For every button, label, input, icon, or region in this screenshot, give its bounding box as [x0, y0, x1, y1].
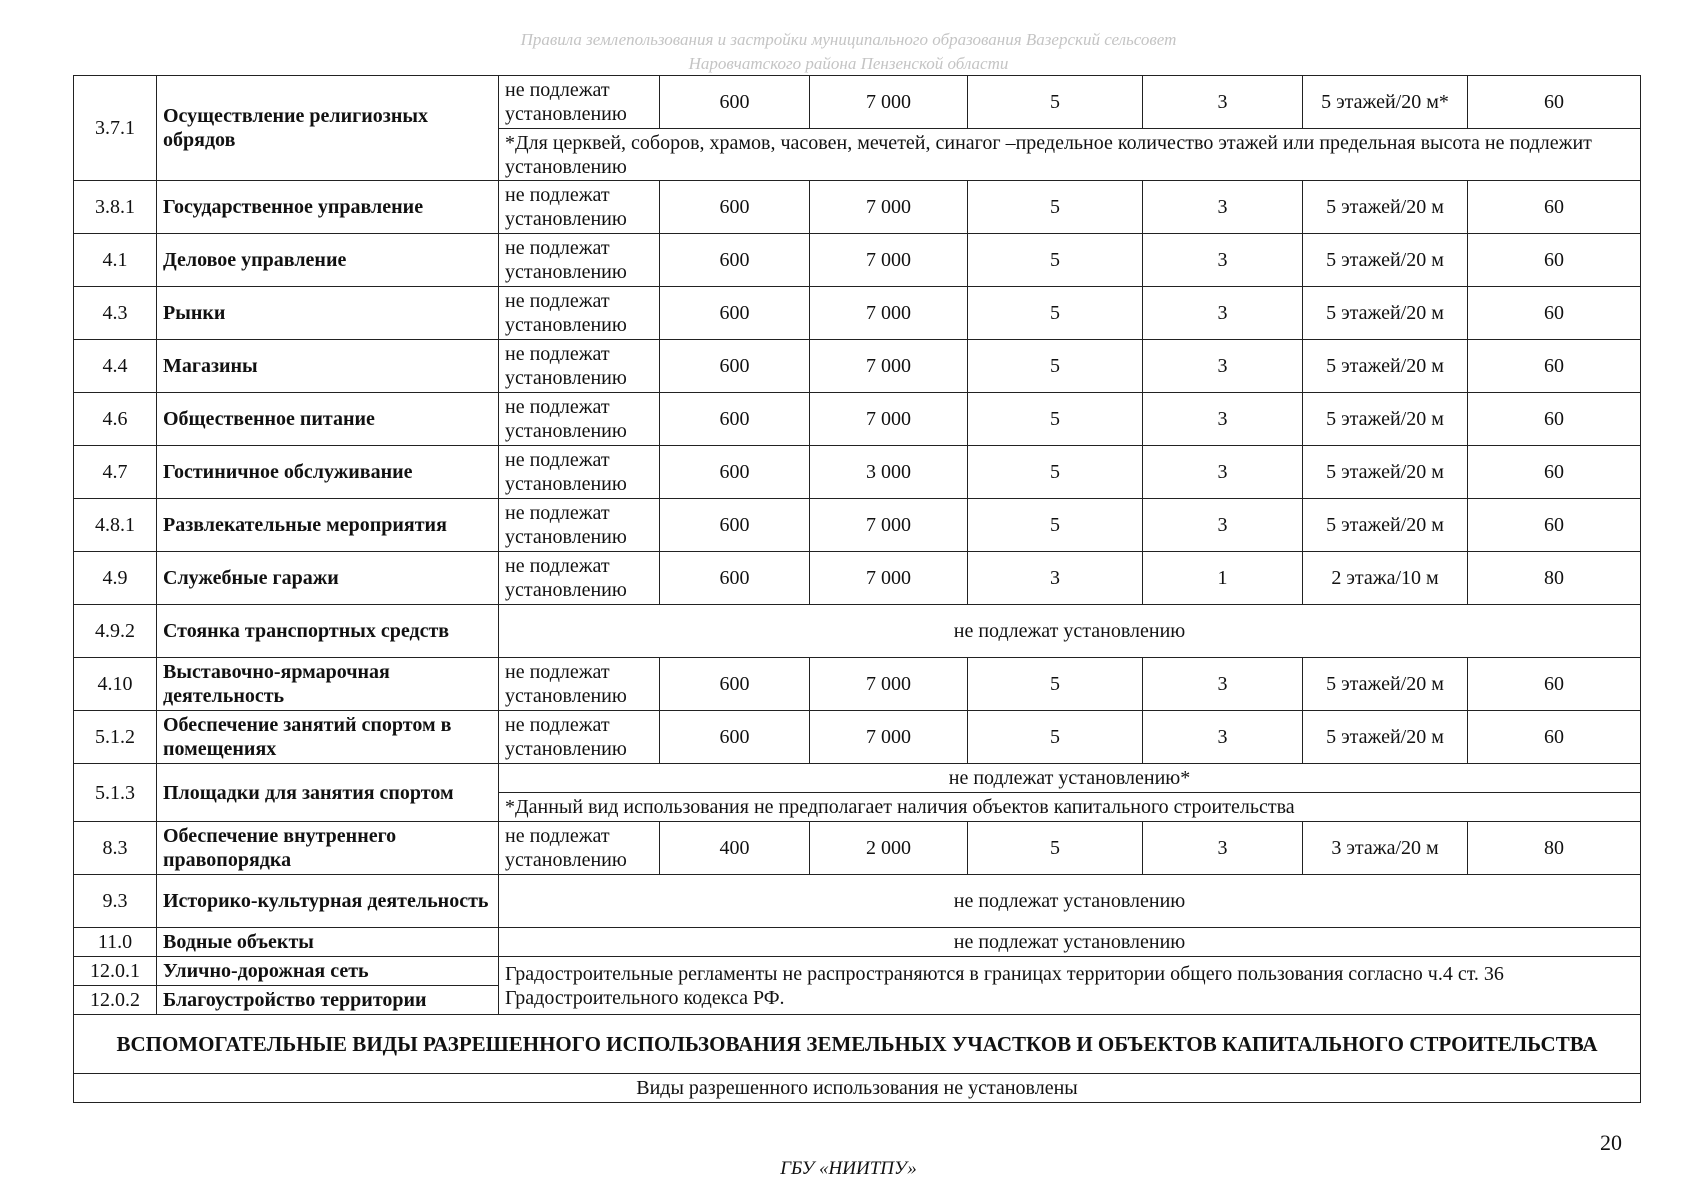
- merged-cell: не подлежат установлению*: [499, 764, 1641, 793]
- cell-value: 5: [968, 76, 1143, 129]
- cell-value: 7 000: [810, 499, 968, 552]
- cell-height: 2 этажа/10 м: [1303, 552, 1468, 605]
- cell-height: 5 этажей/20 м: [1303, 499, 1468, 552]
- row-code: 12.0.1: [74, 957, 157, 986]
- row-code: 4.9.2: [74, 605, 157, 658]
- row-name: Улично-дорожная сеть: [157, 957, 499, 986]
- merged-cell: не подлежат установлению: [499, 928, 1641, 957]
- row-name: Гостиничное обслуживание: [157, 446, 499, 499]
- cell-min-area: не подлежат установлению: [499, 658, 660, 711]
- row-name: Рынки: [157, 287, 499, 340]
- cell-value: 5: [968, 234, 1143, 287]
- row-name: Стоянка транспортных средств: [157, 605, 499, 658]
- row-code: 9.3: [74, 875, 157, 928]
- table-row: [74, 875, 1641, 928]
- cell-coverage: 80: [1468, 552, 1641, 605]
- table-row: [74, 181, 1641, 234]
- cell-value: 400: [660, 822, 810, 875]
- cell-value: 600: [660, 499, 810, 552]
- cell-value: 5: [968, 287, 1143, 340]
- cell-coverage: 60: [1468, 181, 1641, 234]
- cell-value: 600: [660, 552, 810, 605]
- row-name: Выставочно-ярмарочная деятельность: [157, 658, 499, 711]
- row-name: Благоустройство территории: [157, 986, 499, 1015]
- cell-coverage: 60: [1468, 340, 1641, 393]
- row-name: Обеспечение внутреннего правопорядка: [157, 822, 499, 875]
- cell-value: 2 000: [810, 822, 968, 875]
- cell-min-area: не подлежат установлению: [499, 234, 660, 287]
- table-row: [74, 957, 1641, 986]
- cell-value: 7 000: [810, 181, 968, 234]
- table-row: [74, 711, 1641, 764]
- cell-coverage: 60: [1468, 446, 1641, 499]
- table-row: [74, 393, 1641, 446]
- row-code: 4.10: [74, 658, 157, 711]
- cell-min-area: не подлежат установлению: [499, 340, 660, 393]
- cell-value: 3: [1143, 340, 1303, 393]
- cell-min-area: не подлежат установлению: [499, 393, 660, 446]
- cell-value: 1: [1143, 552, 1303, 605]
- row-code: 4.4: [74, 340, 157, 393]
- row-code: 12.0.2: [74, 986, 157, 1015]
- cell-value: 3: [1143, 393, 1303, 446]
- row-code: 8.3: [74, 822, 157, 875]
- cell-min-area: не подлежат установлению: [499, 76, 660, 129]
- table-row: [74, 658, 1641, 711]
- cell-value: 7 000: [810, 76, 968, 129]
- cell-value: 7 000: [810, 552, 968, 605]
- cell-value: 5: [968, 393, 1143, 446]
- cell-height: 5 этажей/20 м*: [1303, 76, 1468, 129]
- row-code: 4.9: [74, 552, 157, 605]
- table-row: [74, 822, 1641, 875]
- table-row: [74, 764, 1641, 793]
- header-line-1: Правила землепользования и застройки муниципального образования Вазерский сельсовет: [520, 30, 1177, 49]
- row-name: Площадки для занятия спортом: [157, 764, 499, 822]
- cell-height: 5 этажей/20 м: [1303, 340, 1468, 393]
- table-row: [74, 552, 1641, 605]
- cell-value: 3: [1143, 181, 1303, 234]
- cell-coverage: 60: [1468, 658, 1641, 711]
- row-name: Общественное питание: [157, 393, 499, 446]
- cell-value: 600: [660, 76, 810, 129]
- cell-value: 7 000: [810, 658, 968, 711]
- table-row: [74, 446, 1641, 499]
- cell-value: 3: [1143, 234, 1303, 287]
- header-line-2: Наровчатского района Пензенской области: [688, 54, 1009, 73]
- cell-value: 3: [1143, 76, 1303, 129]
- footer: ГБУ «НИИТПУ»: [780, 1158, 917, 1179]
- cell-height: 5 этажей/20 м: [1303, 658, 1468, 711]
- cell-coverage: 60: [1468, 393, 1641, 446]
- table-row: [74, 340, 1641, 393]
- table-row: [74, 605, 1641, 658]
- cell-min-area: не подлежат установлению: [499, 552, 660, 605]
- cell-value: 600: [660, 393, 810, 446]
- row-code: 4.8.1: [74, 499, 157, 552]
- cell-value: 3: [1143, 711, 1303, 764]
- cell-value: 3: [1143, 822, 1303, 875]
- row-code: 5.1.2: [74, 711, 157, 764]
- row-name: Осуществление религиозных обрядов: [157, 76, 499, 181]
- cell-value: 5: [968, 658, 1143, 711]
- cell-value: 600: [660, 181, 810, 234]
- cell-coverage: 80: [1468, 822, 1641, 875]
- cell-value: 5: [968, 181, 1143, 234]
- table-row: [74, 928, 1641, 957]
- cell-value: 3: [1143, 446, 1303, 499]
- cell-coverage: 60: [1468, 499, 1641, 552]
- row-name: Служебные гаражи: [157, 552, 499, 605]
- cell-value: 5: [968, 446, 1143, 499]
- cell-value: 5: [968, 499, 1143, 552]
- cell-value: 7 000: [810, 234, 968, 287]
- merged-cell: не подлежат установлению: [499, 605, 1641, 658]
- table-row: [74, 234, 1641, 287]
- row-code: 3.8.1: [74, 181, 157, 234]
- row-name: Деловое управление: [157, 234, 499, 287]
- table-row: [74, 76, 1641, 129]
- cell-value: 600: [660, 287, 810, 340]
- cell-coverage: 60: [1468, 711, 1641, 764]
- cell-value: 5: [968, 711, 1143, 764]
- cell-value: 7 000: [810, 711, 968, 764]
- row-name: Обеспечение занятий спортом в помещениях: [157, 711, 499, 764]
- cell-value: 7 000: [810, 340, 968, 393]
- regulations-table: [73, 75, 1641, 1103]
- cell-value: 5: [968, 340, 1143, 393]
- cell-min-area: не подлежат установлению: [499, 499, 660, 552]
- cell-coverage: 60: [1468, 76, 1641, 129]
- row-note: *Для церквей, соборов, храмов, часовен, мечетей, синагог –предельное количество этажей или предельная высота не подлежит установлению: [499, 129, 1641, 181]
- cell-value: 600: [660, 446, 810, 499]
- cell-value: 600: [660, 711, 810, 764]
- row-name: Развлекательные мероприятия: [157, 499, 499, 552]
- page-number: 20: [1600, 1130, 1622, 1155]
- cell-min-area: не подлежат установлению: [499, 711, 660, 764]
- cell-height: 5 этажей/20 м: [1303, 393, 1468, 446]
- cell-value: 5: [968, 822, 1143, 875]
- row-code: 4.3: [74, 287, 157, 340]
- row-code: 11.0: [74, 928, 157, 957]
- cell-value: 7 000: [810, 393, 968, 446]
- cell-value: 600: [660, 234, 810, 287]
- cell-min-area: не подлежат установлению: [499, 446, 660, 499]
- table-row: [74, 499, 1641, 552]
- cell-value: 3: [1143, 658, 1303, 711]
- cell-coverage: 60: [1468, 234, 1641, 287]
- row-note: *Данный вид использования не предполагает наличия объектов капитального строительства: [499, 793, 1641, 822]
- row-code: 4.1: [74, 234, 157, 287]
- row-code: 4.6: [74, 393, 157, 446]
- row-name: Историко-культурная деятельность: [157, 875, 499, 928]
- cell-value: 600: [660, 658, 810, 711]
- cell-height: 3 этажа/20 м: [1303, 822, 1468, 875]
- cell-height: 5 этажей/20 м: [1303, 287, 1468, 340]
- section-title: ВСПОМОГАТЕЛЬНЫЕ ВИДЫ РАЗРЕШЕННОГО ИСПОЛЬЗОВАНИЯ ЗЕМЕЛЬНЫХ УЧАСТКОВ И ОБЪЕКТОВ КАПИТАЛЬНОГО СТРОИТЕЛЬСТВА: [74, 1015, 1641, 1074]
- cell-value: 7 000: [810, 287, 968, 340]
- cell-height: 5 этажей/20 м: [1303, 181, 1468, 234]
- cell-value: 3: [1143, 499, 1303, 552]
- row-name: Магазины: [157, 340, 499, 393]
- cell-height: 5 этажей/20 м: [1303, 711, 1468, 764]
- row-name: Водные объекты: [157, 928, 499, 957]
- cell-value: 3: [1143, 287, 1303, 340]
- section-text-row: [74, 1074, 1641, 1103]
- cell-coverage: 60: [1468, 287, 1641, 340]
- cell-min-area: не подлежат установлению: [499, 822, 660, 875]
- section-header-row: [74, 1015, 1641, 1074]
- cell-min-area: не подлежат установлению: [499, 287, 660, 340]
- row-code: 4.7: [74, 446, 157, 499]
- merged-cell: не подлежат установлению: [499, 875, 1641, 928]
- cell-value: 600: [660, 340, 810, 393]
- cell-value: 3 000: [810, 446, 968, 499]
- row-name: Государственное управление: [157, 181, 499, 234]
- cell-value: 3: [968, 552, 1143, 605]
- cell-height: 5 этажей/20 м: [1303, 446, 1468, 499]
- row-code: 5.1.3: [74, 764, 157, 822]
- section-text: Виды разрешенного использования не установлены: [74, 1074, 1641, 1103]
- cell-min-area: не подлежат установлению: [499, 181, 660, 234]
- row-code: 3.7.1: [74, 76, 157, 181]
- regulation-note: Градостроительные регламенты не распространяются в границах территории общего пользования согласно ч.4 ст. 36 Градостроительного кодекса РФ.: [499, 957, 1641, 1015]
- cell-height: 5 этажей/20 м: [1303, 234, 1468, 287]
- table-row: [74, 287, 1641, 340]
